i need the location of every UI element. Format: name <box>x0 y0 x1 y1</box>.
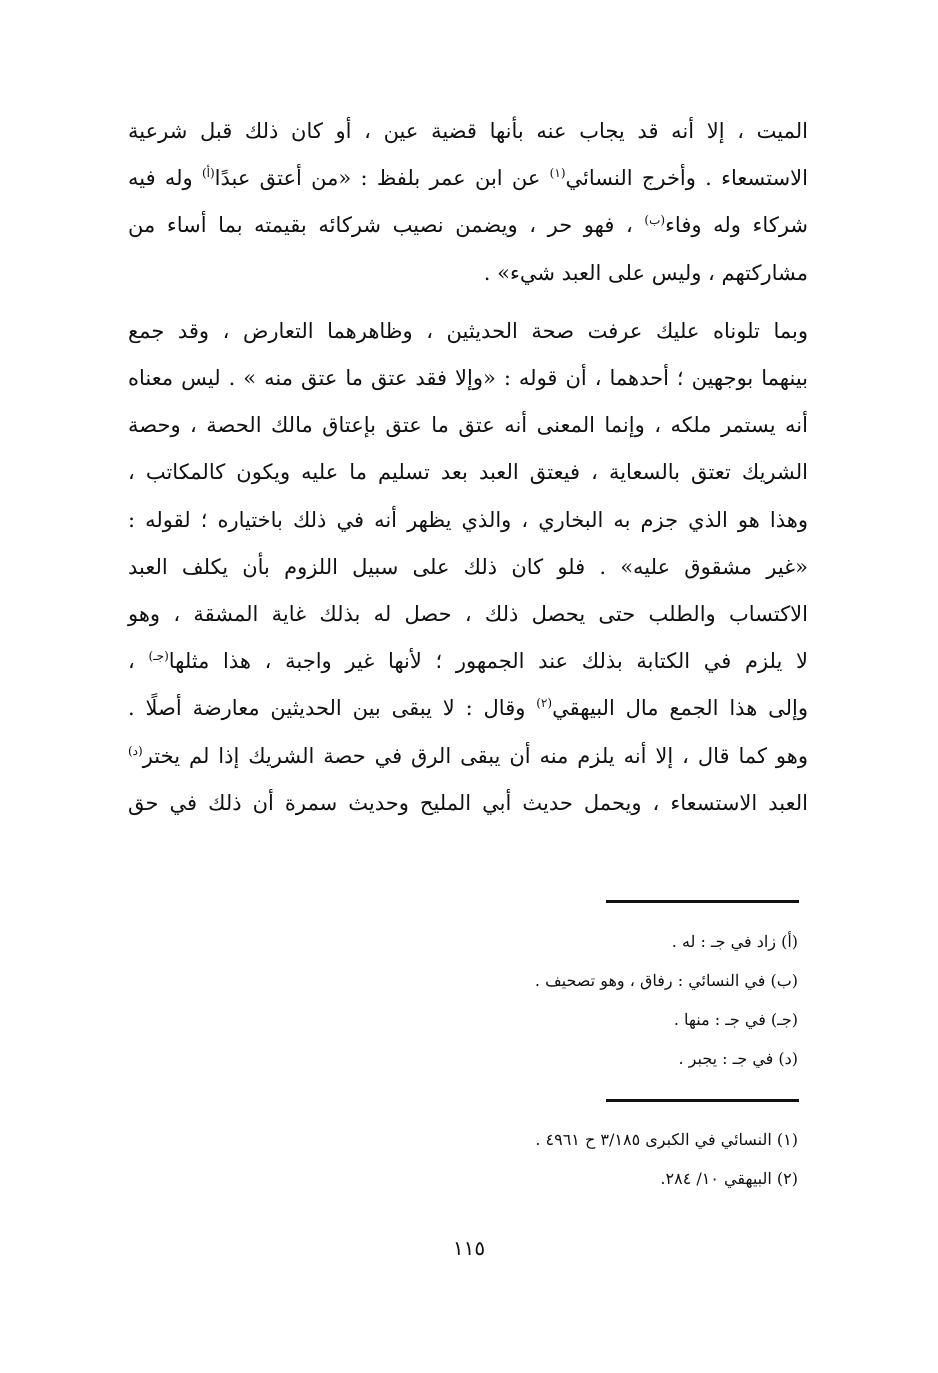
footnote-ref-1: (١) <box>549 166 566 181</box>
text-line: الاستسعاء . وأخرج النسائي$^{(١)}$ عن ابن عمر بلفظ : «من أعتق عبدًا$^{(أ)}$ وله فيه <box>128 166 808 191</box>
paragraph-1 <box>128 108 808 297</box>
footnote-1: (١) النسائي في الكبرى ٣/١٨٥ ح ٤٩٦١ . <box>535 1130 798 1149</box>
text-line: مشاركتهم ، وليس على العبد شيء» . <box>483 260 808 285</box>
footnote-ref-2: (٢) <box>536 696 553 711</box>
footnote-mark-jim: (جـ) <box>148 649 169 664</box>
footnotes-letters <box>238 922 798 1078</box>
text-line: الاكتساب والطلب حتى يحصل ذلك ، حصل له بذلك غاية المشقة ، وهو <box>128 602 808 627</box>
footnote-divider-letters <box>606 900 799 903</box>
text-line: لا يلزم في الكتابة بذلك عند الجمهور ؛ لأنها غير واجبة ، هذا مثلها$^{(جـ)}$ ، <box>128 649 809 674</box>
footnote-divider-numbers <box>606 1099 799 1102</box>
text-line: بينهما بوجهين ؛ أحدهما ، أن قوله : «وإلا فقد عتق ما عتق منه » . ليس معناه <box>128 366 808 391</box>
text-line: وإلى هذا الجمع مال البيهقي$^{(٢)}$ وقال : لا يبقى بين الحديثين معارضة أصلًا . <box>128 696 809 721</box>
footnote-jim: (جـ) في جـ : منها . <box>673 1010 798 1029</box>
footnote-mark-dal: (د) <box>128 743 143 758</box>
page-number: ١١٥ <box>452 1236 486 1260</box>
paragraph-2 <box>128 308 808 827</box>
text-line: وبما تلوناه عليك عرفت صحة الحديثين ، وظاهرهما التعارض ، وقد جمع <box>128 318 808 343</box>
footnote-mark-ba: (ب) <box>644 213 666 228</box>
text-line: «غير مشقوق عليه» . فلو كان ذلك على سبيل اللزوم بأن يكلف العبد <box>128 554 808 579</box>
footnotes-numbers <box>238 1120 798 1198</box>
text-line: الميت ، إلا أنه قد يجاب عنه بأنها قضية عين ، أو كان ذلك قبل شرعية <box>128 119 808 143</box>
footnote-dal: (د) في جـ : يجبر . <box>678 1049 798 1068</box>
footnote-alif: (أ) زاد في جـ : له . <box>671 932 798 951</box>
footnote-2: (٢) البيهقي ١٠/ ٢٨٤. <box>660 1169 798 1188</box>
text-line: وهو كما قال ، إلا أنه يلزم منه أن يبقى الرق في حصة الشريك إذا لم يختر$^{(د)}$ <box>128 743 808 768</box>
footnote-mark-alif: (أ) <box>201 166 215 181</box>
text-line: وهذا هو الذي جزم به البخاري ، والذي يظهر أنه في ذلك باختياره ؛ لقوله : <box>128 507 808 532</box>
footnote-ba: (ب) في النسائي : رفاق ، وهو تصحيف . <box>534 971 798 990</box>
text-line: أنه يستمر ملكه ، وإنما المعنى أنه عتق ما عتق بإعتاق مالك الحصة ، وحصة <box>128 413 808 438</box>
main-text <box>128 108 808 827</box>
text-line: الشريك تعتق بالسعاية ، فيعتق العبد بعد تسليم ما عليه ويكون كالمكاتب ، <box>128 460 808 485</box>
text-line: شركاء وله وفاء$^{(ب)}$ ، فهو حر ، ويضمن نصيب شركائه بقيمته بما أساء من <box>128 213 809 238</box>
text-line: العبد الاستسعاء ، ويحمل حديث أبي المليح وحديث سمرة أن ذلك في حق <box>128 790 808 815</box>
